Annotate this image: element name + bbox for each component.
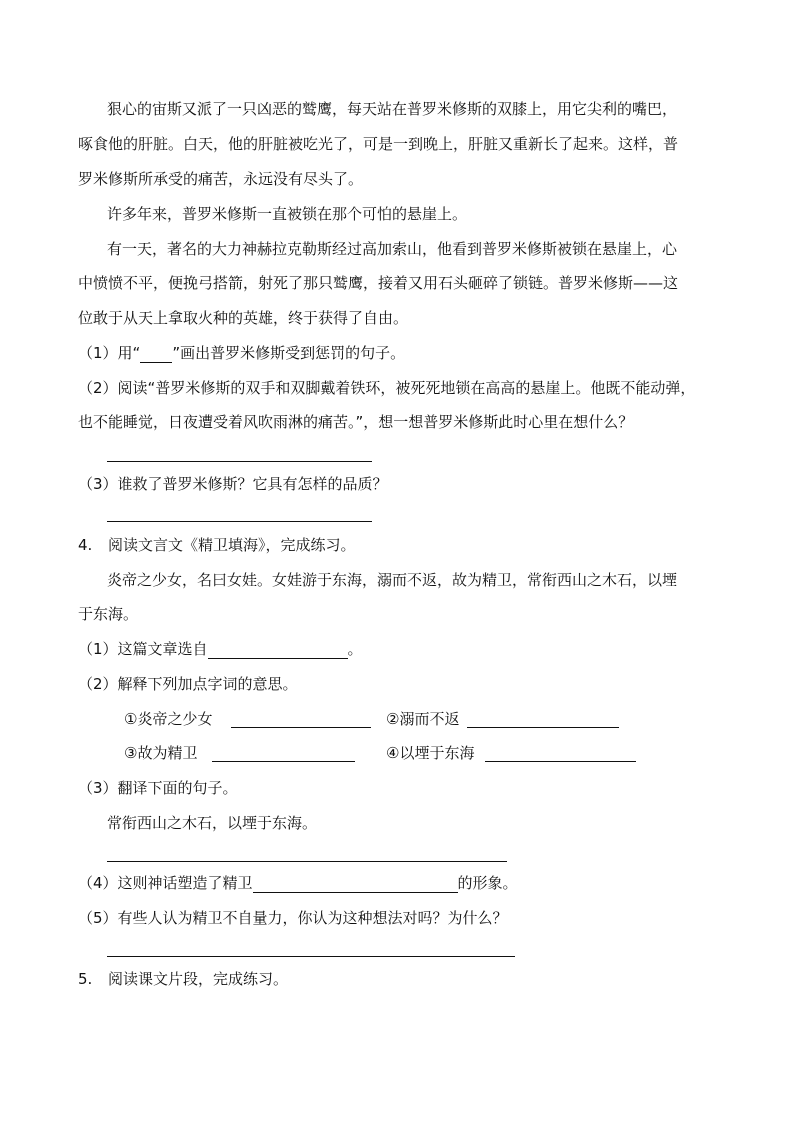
q5-heading <box>78 969 288 989</box>
q4-title: 阅读文言文《精卫填海》，完成练习。 <box>108 536 356 554</box>
passage-line-1: 狠心的宙斯又派了一只凶恶的鹫鹰，每天站在普罗米修斯的双膝上，用它尖利的嘴巴， <box>107 100 678 118</box>
q4-sub4 <box>78 873 518 893</box>
q4-sub4-prefix: （4）这则神话塑造了精卫 <box>78 874 253 892</box>
passage-line-7: 位敢于从天上拿取火种的英雄，终于获得了自由。 <box>78 309 409 327</box>
q4-number: 4. <box>78 536 93 554</box>
q4-text-line1: 炎帝之少女，名曰女娃。女娃游于东海，溺而不返，故为精卫，常衔西山之木石，以堙 <box>107 571 678 589</box>
q4-item-1: ①炎帝之少女 <box>124 710 213 728</box>
q4-sub5: （5）有些人认为精卫不自量力，你认为这种想法对吗？为什么？ <box>78 909 508 927</box>
q4-sub5-answer-line[interactable] <box>107 956 515 957</box>
q4-sub3-answer-line[interactable] <box>107 861 507 862</box>
q4-item-4-blank[interactable] <box>485 761 636 762</box>
q3-sub3: （3）谁救了普罗米修斯？它具有怎样的品质？ <box>78 475 388 493</box>
q4-item-2: ②溺而不返 <box>386 710 460 728</box>
passage-line-4: 许多年来，普罗米修斯一直被锁在那个可怕的悬崖上。 <box>107 205 468 223</box>
q4-item-3-blank[interactable] <box>212 761 355 762</box>
q3-sub1-suffix: ”画出普罗米修斯受到惩罚的句子。 <box>172 344 406 362</box>
q4-item-2-blank[interactable] <box>467 727 619 728</box>
passage-line-3: 罗米修斯所承受的痛苦，永远没有尽头了。 <box>78 170 364 188</box>
q3-sub2-line2: 也不能睡觉，日夜遭受着风吹雨淋的痛苦。”，想一想普罗米修斯此时心里在想什么？ <box>78 413 634 431</box>
q4-sub1-prefix: （1）这篇文章选自 <box>78 640 208 658</box>
q4-item-1-blank[interactable] <box>231 727 371 728</box>
q4-sub3-sentence: 常衔西山之木石，以堙于东海。 <box>107 814 318 832</box>
q3-sub1 <box>78 343 405 363</box>
q4-sub1-blank[interactable] <box>208 642 348 659</box>
passage-line-5: 有一天，著名的大力神赫拉克勒斯经过高加索山，他看到普罗米修斯被锁在悬崖上，心 <box>107 240 678 258</box>
q4-sub3: （3）翻译下面的句子。 <box>78 779 238 797</box>
q3-sub2-answer-line[interactable] <box>107 461 372 462</box>
q4-sub2: （2）解释下列加点字词的意思。 <box>78 675 298 693</box>
q4-text-line2: 于东海。 <box>78 605 139 623</box>
passage-line-6: 中愤愤不平，便挽弓搭箭，射死了那只鹫鹰，接着又用石头砸碎了锁链。普罗米修斯——这 <box>78 274 679 292</box>
q4-sub1-suffix: 。 <box>347 640 363 658</box>
q3-sub1-blank[interactable] <box>140 346 172 363</box>
passage-line-2: 啄食他的肝脏。白天，他的肝脏被吃光了，可是一到晚上，肝脏又重新长了起来。这样，普 <box>78 135 679 153</box>
q4-item-3: ③故为精卫 <box>124 744 198 762</box>
q4-item-4: ④以堙于东海 <box>386 744 475 762</box>
q3-sub1-prefix: （1）用“ <box>78 344 141 362</box>
q4-sub4-suffix: 的形象。 <box>457 874 518 892</box>
q5-title: 阅读课文片段，完成练习。 <box>108 970 289 988</box>
q5-number: 5. <box>78 970 93 988</box>
q4-heading <box>78 535 356 555</box>
q4-sub4-blank[interactable] <box>253 876 458 893</box>
q3-sub2-line1: （2）阅读“普罗米修斯的双手和双脚戴着铁环，被死死地锁在高高的悬崖上。他既不能动弹， <box>78 379 696 397</box>
q3-sub3-answer-line[interactable] <box>107 521 372 522</box>
q4-sub1 <box>78 639 363 659</box>
